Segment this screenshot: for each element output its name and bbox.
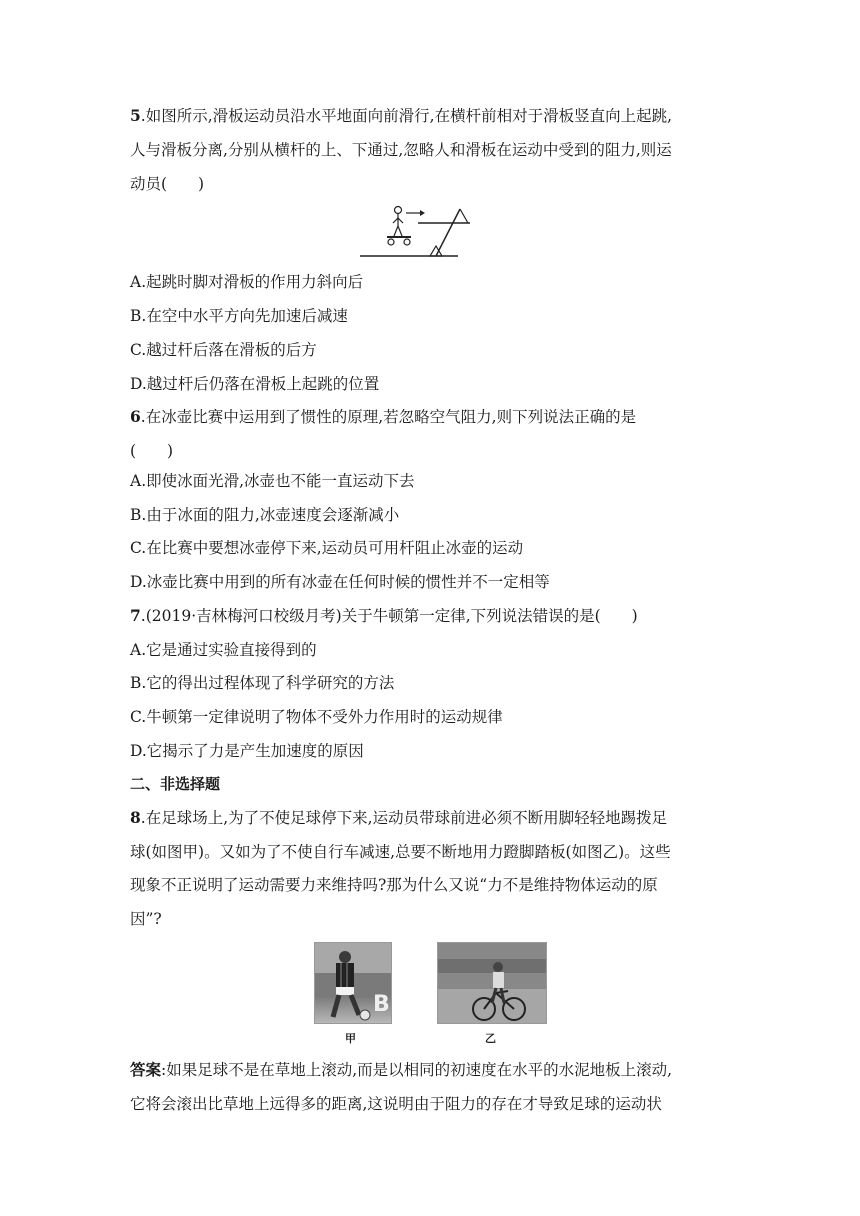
q5-option-b: B.在空中水平方向先加速后减速 [130,307,348,325]
q7-option-b: B.它的得出过程体现了科学研究的方法 [130,674,395,692]
q5-stem-line2: 人与滑板分离,分别从横杆的上、下通过,忽略人和滑板在运动中受到的阻力,则运 [130,141,672,159]
q5-stem-line3: 动员( ) [130,175,205,193]
answer-label: 答案 [130,1060,162,1079]
soccer-photo [314,942,392,1024]
cyclist-photo [437,942,547,1024]
q7-stem-line1: 7.(2019·吉林梅河口校级月考)关于牛顿第一定律,下列说法错误的是( ) [130,606,638,625]
q8-stem-line1: 8.在足球场上,为了不使足球停下来,运动员带球前进必须不断用脚轻轻地踢拨足 [130,808,668,827]
answer-line1: 答案:如果足球不是在草地上滚动,而是以相同的初速度在水平的水泥地板上滚动, [130,1060,673,1079]
q7-number: 7 [130,606,141,625]
q7-option-d: D.它揭示了力是产生加速度的原因 [130,742,364,760]
q6-number: 6 [130,407,141,426]
q5-option-c: C.越过杆后落在滑板的后方 [130,341,317,359]
q8-stem-line3: 现象不正说明了运动需要力来维持吗?那为什么又说“力不是维持物体运动的原 [130,876,658,894]
q5-number: 5 [130,106,141,125]
q6-option-d: D.冰壶比赛中用到的所有冰壶在任何时候的惯性并不一定相等 [130,573,550,591]
q5-stem-line1: 5.如图所示,滑板运动员沿水平地面向前滑行,在横杆前相对于滑板竖直向上起跳, [130,106,673,125]
q6-stem-line2: ( ) [130,442,174,460]
q7-option-a: A.它是通过实验直接得到的 [130,641,317,659]
svg-text:B: B [373,992,390,1017]
q6-option-b: B.由于冰面的阻力,冰壶速度会逐渐减小 [130,506,400,524]
section-heading: 二、非选择题 [130,775,221,793]
q6-option-c: C.在比赛中要想冰壶停下来,运动员可用杆阻止冰壶的运动 [130,539,524,557]
q5-option-d: D.越过杆后仍落在滑板上起跳的位置 [130,375,380,393]
caption-yi: 乙 [485,1032,496,1045]
q8-number: 8 [130,808,141,827]
answer-line2: 它将会滚出比草地上远得多的距离,这说明由于阻力的存在才导致足球的运动状 [130,1095,662,1113]
q5-option-a: A.起跳时脚对滑板的作用力斜向后 [130,273,364,291]
skateboard-figure [358,204,474,262]
q7-option-c: C.牛顿第一定律说明了物体不受外力作用时的运动规律 [130,708,503,726]
q6-stem-line1: 6.在冰壶比赛中运用到了惯性的原理,若忽略空气阻力,则下列说法正确的是 [130,407,637,426]
q6-option-a: A.即使冰面光滑,冰壶也不能一直运动下去 [130,472,415,490]
q8-stem-line4: 因”? [130,910,162,928]
caption-jia: 甲 [345,1032,356,1045]
q8-stem-line2: 球(如图甲)。又如为了不使自行车减速,总要不断地用力蹬脚踏板(如图乙)。这些 [130,843,671,861]
